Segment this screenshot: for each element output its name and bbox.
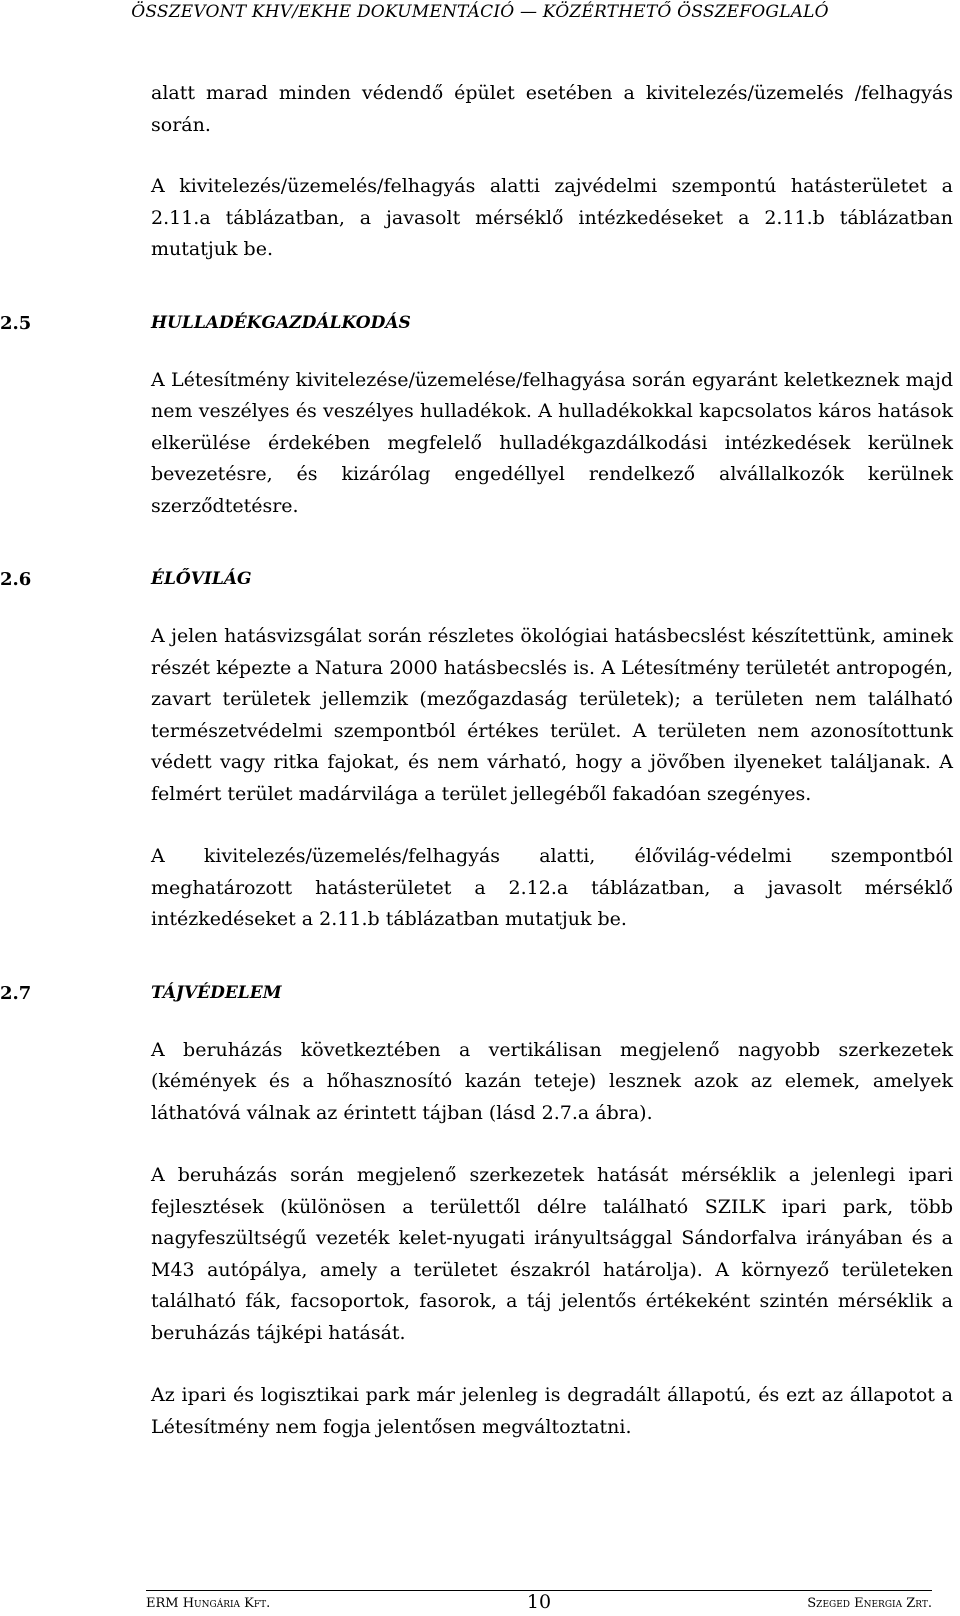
intro-paragraph: alatt marad minden védendő épület esetében a kivitelezés/üzemelés /felhagyás során. (151, 82, 953, 136)
page-number: 10 (526, 1591, 552, 1613)
footer-company-left: ERM Hungária Kft. (146, 1596, 271, 1611)
page-body (0, 78, 953, 1443)
section-paragraph: Az ipari és logisztikai park már jelenleg is degradált állapotú, és ezt az állapotot a Létesítmény nem fogja jelentősen megváltoztatni. (151, 1384, 953, 1438)
section-number: 2.5 (0, 312, 32, 334)
section-2-7 (0, 978, 953, 1444)
section-number: 2.7 (0, 982, 32, 1004)
section-paragraph: A jelen hatásvizsgálat során részletes ökológiai hatásbecslést készítettünk, aminek részét képezte a Natura 2000 hatásbecslés is. A Létesítmény területét antropogén, zavart területek jellemzik (mezőgazdaság területek); a területen nem található természetvédelmi szempontból értékes terület. A területen nem azonosítottunk védett vagy ritka fajokat, és nem várható, hogy a jövőben ilyeneket találjanak. A felmért terület madárvilága a terület jellegéből fakadóan szegényes. (151, 625, 953, 805)
intro-paragraph: A kivitelezés/üzemelés/felhagyás alatti zajvédelmi szempontú hatásterületet a 2.11.a táblázatban, a javasolt mérséklő intézkedéseket a 2.11.b táblázatban mutatjuk be. (151, 175, 953, 260)
section-paragraph: A Létesítmény kivitelezése/üzemelése/felhagyása során egyaránt keletkeznek majd nem veszélyes és veszélyes hulladékok. A hulladékokkal kapcsolatos káros hatások elkerülése érdekében megfelelő hulladékgazdálkodási intézkedések kerülnek bevezetésre, és kizárólag engedéllyel rendelkező alvállalkozók kerülnek szerződtetésre. (151, 368, 953, 517)
section-2-6 (0, 564, 953, 936)
section-paragraph: A beruházás során megjelenő szerkezetek hatását mérséklik a jelenlegi ipari fejlesztések (különösen a területtől délre található SZILK ipari park, több nagyfeszültségű vezeték kelet-nyugati irányultsággal Sándorfalva irányában és a M43 autópálya, amely a területet északról határolja). A környező területeken található fák, facsoportok, fasorok, a táj jelentős értékeként szintén mérséklik a beruházás tájképi hatását. (151, 1164, 953, 1344)
page-footer (146, 1592, 932, 1616)
section-paragraph: A kivitelezés/üzemelés/felhagyás alatti, élővilág-védelmi szempontból meghatározott hatásterületet a 2.12.a táblázatban, a javasolt mérséklő intézkedéseket a 2.11.b táblázatban mutatjuk be. (151, 845, 953, 930)
header-title: ÖSSZEVONT KHV/EKHE DOKUMENTÁCIÓ — KÖZÉRTHETŐ ÖSSZEFOGLALÓ (131, 2, 829, 22)
section-number: 2.6 (0, 569, 32, 590)
running-header (0, 2, 960, 22)
section-title: ÉLŐVILÁG (151, 569, 252, 589)
section-paragraph: A beruházás következtében a vertikálisan megjelenő nagyobb szerkezetek (kémények és a hőhasznosító kazán teteje) lesznek azok az elemek, amelyek láthatóvá válnak az érintett tájban (lásd 2.7.a ábra). (151, 1038, 953, 1124)
section-title: TÁJVÉDELEM (151, 982, 282, 1003)
footer-company-right: Szeged Energia Zrt. (807, 1596, 932, 1611)
section-2-5 (0, 308, 953, 523)
section-title: HULLADÉKGAZDÁLKODÁS (151, 312, 411, 333)
